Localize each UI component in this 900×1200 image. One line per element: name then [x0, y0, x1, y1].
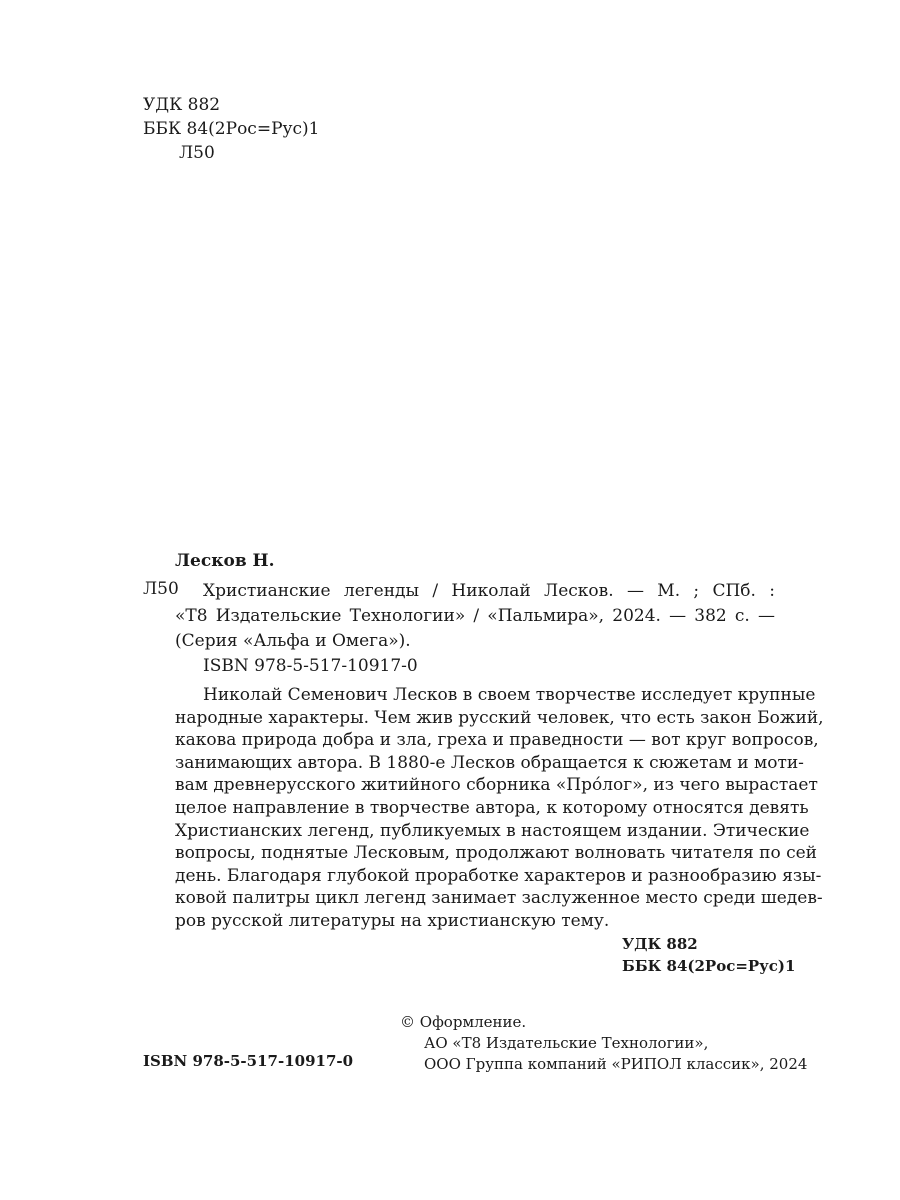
biblio-line: (Серия «Альфа и Омега»).: [175, 631, 411, 651]
annotation-line: день. Благодаря глубокой проработке характеров и разнообразию язы-: [175, 865, 822, 886]
annotation-line: вопросы, поднятые Лесковым, продолжают волновать читателя по сей: [175, 843, 818, 864]
copyright-line: © Оформление.: [400, 1013, 527, 1031]
biblio-line: «Т8 Издательские Технологии» / «Пальмира», 2024. — 382 с. —: [175, 606, 775, 626]
annotation-line: народные характеры. Чем жив русский человек, что есть закон Божий,: [175, 707, 824, 728]
annotation-line: вам древнерусского житийного сборника «Про́лог», из чего вырастает: [175, 775, 818, 796]
record-author-sign: Л50: [143, 579, 179, 599]
annotation-line: Николай Семенович Лесков в своем творчестве исследует крупные: [203, 685, 816, 705]
annotation-line: ковой палитры цикл легенд занимает заслуженное место среди шедев-: [175, 888, 823, 909]
udk-code-bottom: УДК 882: [622, 935, 698, 953]
top-classification-codes: [143, 93, 319, 165]
annotation-line: целое направление в творчестве автора, к которому относятся девять: [175, 797, 809, 818]
copyright-line: ООО Группа компаний «РИПОЛ классик», 2024: [424, 1055, 808, 1073]
record-isbn: ISBN 978-5-517-10917-0: [203, 656, 418, 676]
annotation-line: занимающих автора. В 1880-е Лесков обращается к сюжетам и моти-: [175, 752, 804, 773]
annotation-line: ров русской литературы на христианскую тему.: [175, 910, 610, 931]
copyright-line: АО «Т8 Издательские Технологии»,: [424, 1034, 709, 1052]
isbn-bottom: ISBN 978-5-517-10917-0: [143, 1052, 354, 1070]
annotation-line: Христианских легенд, публикуемых в настоящем издании. Этические: [175, 820, 810, 841]
biblio-line: Христианские легенды / Николай Лесков. — М. ; СПб. :: [203, 581, 775, 601]
bibliographic-description: [175, 579, 775, 654]
bbk-code: ББК 84(2Рос=Рус)1: [143, 119, 320, 139]
record-author: Лесков Н.: [175, 551, 275, 571]
annotation: [175, 684, 824, 933]
udk-code: УДК 882: [143, 95, 221, 115]
author-sign: Л50: [179, 143, 215, 163]
bottom-classification-codes: [622, 933, 795, 977]
bbk-code-bottom: ББК 84(2Рос=Рус)1: [622, 957, 796, 975]
copyright-notice: [400, 1012, 807, 1075]
annotation-line: какова природа добра и зла, греха и праведности — вот круг вопросов,: [175, 730, 819, 751]
